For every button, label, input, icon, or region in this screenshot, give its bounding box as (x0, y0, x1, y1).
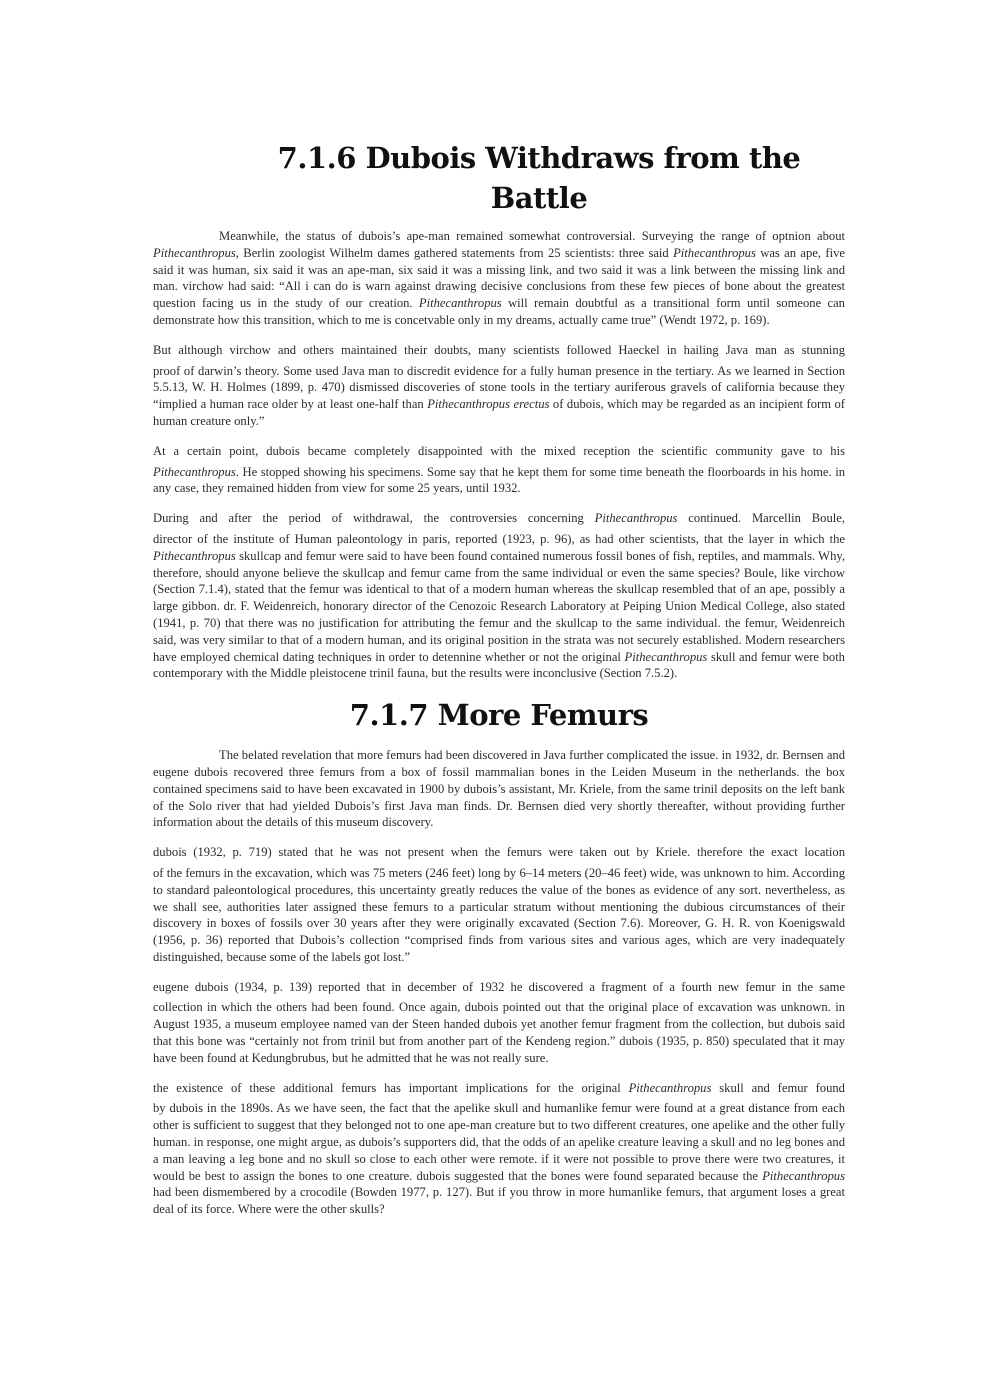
italic-term: Pithecanthropus (153, 464, 236, 479)
paragraph-first-line: But although virchow and others maintained their doubts, many scientists followed Haeckel in hailing Java man as stunning (153, 342, 845, 357)
paragraph (153, 1080, 845, 1218)
italic-term: Pithecanthropus (153, 245, 236, 260)
paragraph (153, 510, 845, 682)
section-heading-7-1-6: 7.1.6 Dubois Withdraws from the Battle (277, 141, 801, 215)
text-span: the existence of these additional femurs has important implications for the original (153, 1080, 629, 1095)
paragraph-text (153, 531, 845, 682)
paragraph-first-line (153, 1080, 845, 1097)
italic-term: Pithecanthropus (673, 245, 756, 260)
text-span: skull and femur were both contemporary with the Middle pleistocene trinil fauna, but the results were inconclusive (Section 7.5.2). (153, 649, 845, 681)
text-span: will remain doubtful as a transitional form until someone can demonstrate how this transition, which to me is concetvable only in my dreams, actually came true” (Wendt 1972, p. 169). (153, 296, 845, 327)
paragraph-text (153, 228, 845, 329)
paragraph-text: collection in which the others had been found. Once again, dubois pointed out that the original place of excavation was unknown. in August 1935, a museum employee named van der Steen handed dubois yet another femur fragment from the collection, but dubois said that this bone was “certainly not from trinil but from another part of the Kendeng region.” dubois (1935, p. 850) speculated that it may have been found at Kedungbrubus, but he admitted that he was not really sure. (153, 1000, 845, 1065)
text-span: of dubois, which may be regarded as an incipient form of human creature only.” (153, 397, 845, 428)
text-span: had been dismembered by a crocodile (Bowden 1977, p. 127). But if you throw in more humanlike femurs, that argument loses a great deal of its force. Where were the other skulls? (153, 1185, 845, 1217)
paragraph-text: of the femurs in the excavation, which was 75 meters (246 feet) long by 6–14 meters (20–46 feet) wide, was unknown to him. According to standard paleontological procedures, this uncertainty greatly reduces the value of the bones as evidence of any sort. nevertheless, as we shall see, authorities later assigned these femurs to a particular stratum without mentioning the dubious circumstances of their discovery in boxes of fossils over 30 years after they were originally excavated (Section 7.6). Moreover, G. H. R. von Koenigswald (1956, p. 36) reported that Dubois’s collection “comprised finds from various sites and various ages, which are very inadequately distinguished, because some of the labels got lost.” (153, 865, 845, 964)
text-span: , Berlin zoologist Wilhelm dames gathered statements from 25 scientists: three said (235, 245, 674, 260)
italic-term: Pithecanthropus (762, 1168, 845, 1183)
text-span: skull and femur found (711, 1080, 845, 1095)
document-page (153, 138, 845, 1231)
text-span: Meanwhile, the status of dubois’s ape-man remained somewhat controversial. Surveying the range of optnion about (219, 229, 845, 243)
paragraph (153, 342, 845, 430)
paragraph (153, 844, 845, 966)
text-span: by dubois in the 1890s. As we have seen, the fact that the apelike skull and humanlike femur were found at a great distance from each other is sufficient to suggest that they belonged not to one ape-man creature but to two different creatures, one apelike and the other fully human. in response, one might argue, as dubois’s supporters did, that the odds of an apelike creature leaving a skull and no leg bones and a man leaving a leg bone and no skull so close to each other were remote. if it were not possible to prove there were two creatures, it would be best to assign the bones to one creature. dubois suggested that the bones were found separated because the (153, 1101, 845, 1183)
italic-term: Pithecanthropus (624, 649, 708, 664)
paragraph-text (153, 1100, 845, 1218)
text-span: During and after the period of withdrawal, the controversies concerning (153, 511, 595, 526)
italic-term: Pithecanthropus (418, 296, 502, 311)
text-span: skullcap and femur were said to have been found contained numerous fossil bones of fish, reptiles, and mammals. Why, therefore, should anyone believe the skullcap and femur came from the same individual or even the same species? Boule, like virchow (Section 7.1.4), stated that the femur was identical to that of a modern human whereas the skullcap resembled that of an ape, possibly a large gibbon. dr. F. Weidenreich, honorary director of the Cenozoic Research Laboratory at Peiping Union Medical College, also stated (1941, p. 70) that there was no justification for attributing the femur and the skullcap to the same individual. the femur, Weidenreich said, was very similar to that of a modern human, and its original position in the strata was not securely established. Modern researchers have employed chemical dating techniques in order to detennine whether or not the original (153, 548, 845, 664)
text-span: continued. Marcellin Boule, (677, 511, 845, 526)
paragraph-first-line: dubois (1932, p. 719) stated that he was not present when the femurs were taken out by Kriele. therefore the exact location (153, 845, 845, 860)
paragraph-first-line: eugene dubois (1934, p. 139) reported that in december of 1932 he discovered a fragment of a fourth new femur in the same (153, 979, 845, 994)
italic-term: Pithecanthropus (628, 1080, 712, 1095)
text-span: . He stopped showing his specimens. Some say that he kept them for some time beneath the floorboards in his home. in any case, they remained hidden from view for some 25 years, until 1932. (153, 464, 845, 496)
text-span: was an ape, five said it was human, six said it was an ape-man, six said it was a missing link, and two said it was a link between the missing link and man. virchow had said: “All i can do is warn against drawing decisive conclusions from these few pieces of bone about the greatest question facing us in the study of our creation. (153, 245, 845, 311)
paragraph (153, 747, 845, 831)
paragraph (153, 979, 845, 1067)
paragraph (153, 443, 845, 497)
paragraph (153, 228, 845, 329)
paragraph-text (153, 464, 845, 498)
paragraph-text: The belated revelation that more femurs had been discovered in Java further complicated the issue. in 1932, dr. Bernsen and eugene dubois recovered three femurs from a box of fossil mammalian bones in the Leiden Museum in the netherlands. the box contained specimens said to have been excavated in 1900 by dubois’s assistant, Mr. Kriele, from the same trinil deposits on the left bank of the Solo river that had yielded Dubois’s first Java man finds. Dr. Bernsen died very shortly thereafter, without providing further information about the details of this museum discovery. (153, 748, 845, 830)
italic-term: Pithecanthropus erectus (427, 397, 550, 412)
text-span: director of the institute of Human paleontology in paris, reported (1923, p. 96), as had other scientists, that the layer in which the (153, 531, 845, 546)
text-span: proof of darwin’s theory. Some used Java man to discredit evidence for a fully human presence in the tertiary. As we learned in Section 5.5.13, W. H. Holmes (1899, p. 470) dismissed discoveries of stone tools in the tertiary auriferous gravels of california because they “implied a human race older by at least one-half than (153, 363, 845, 412)
section-heading-7-1-7: 7.1.7 More Femurs (349, 698, 649, 733)
paragraph-first-line (153, 510, 845, 527)
italic-term: Pithecanthropus (594, 511, 678, 526)
italic-term: Pithecanthropus (153, 548, 236, 563)
paragraph-text (153, 363, 845, 430)
paragraph-first-line: At a certain point, dubois became completely disappointed with the mixed reception the scientific community gave to his (153, 443, 845, 458)
